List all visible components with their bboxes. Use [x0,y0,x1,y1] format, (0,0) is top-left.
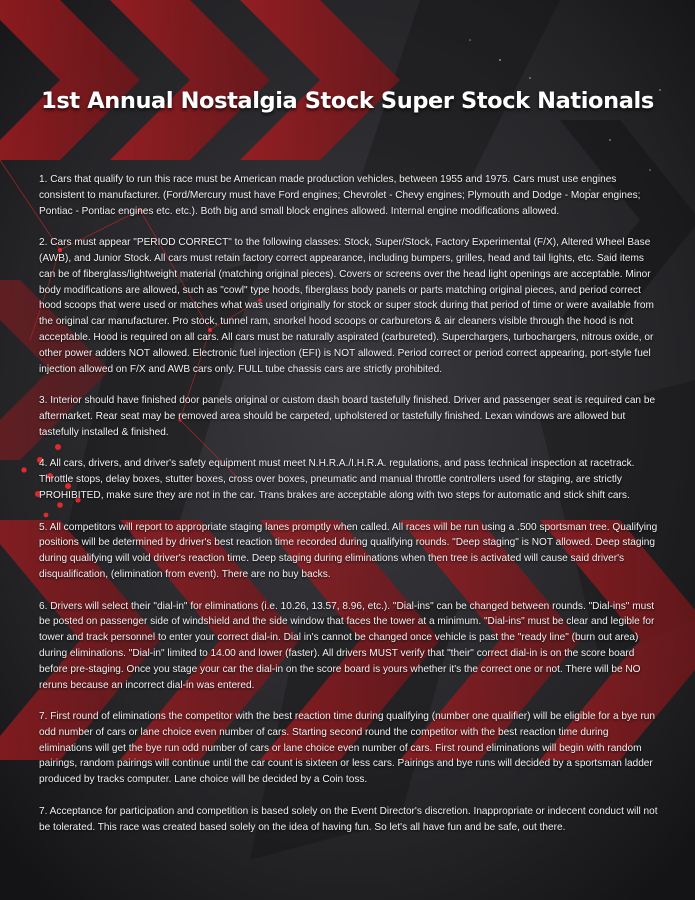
rule-paragraph: 4. All cars, drivers, and driver's safety equipment must meet N.H.R.A./I.H.R.A. regulations, and pass technical inspection at racetrack. Throttle stops, delay boxes, stutter boxes, cross over boxes, pneumatic and manual throttle controllers used for staging, are strictly PROHIBITED, make sure they are not in the car. Trans brakes are acceptable along with two steps for automatic and stick shift cars. [39,458,635,501]
rule-paragraph: 7. First round of eliminations the competitor with the best reaction time during qualifying (number one qualifier) will be eligible for a bye run odd number of cars or lane choice even number of cars. Starting second round the competitor with the best reaction time during eliminations will get the bye run odd number of cars or lane choice even number of cars. First round eliminations will begin with random pairings, random pairings will continue until the car count is sixteen or less cars. Pairings and bye runs will decided by a sportsman ladder produced by tracks computer. Lane choice will be decided by a Coin toss. [39,711,656,786]
rule-paragraph: 5. All competitors will report to appropriate staging lanes promptly when called. All races will be run using a .500 sportsman tree. Qualifying positions will be determined by driver's best reaction time recorded during qualifying rounds. "Deep staging" is NOT allowed. Deep staging during qualifying will void driver's reaction time. Deep staging during eliminations when then tree is activated will cause said driver's disqualification, (elimination from event). There are no buy backs. [39,521,658,580]
rule-paragraph: 2. Cars must appear "PERIOD CORRECT" to the following classes: Stock, Super/Stock, Factory Experimental (F/X), Altered Wheel Base (AWB), and Junior Stock. All cars must retain factory correct appearance, including bumpers, grilles, head and tail lights, etc. Said items can be of fiberglass/lightweight material (matching original pieces). Covers or screens over the head light openings are acceptable. Minor body modifications are allowed, such as "cowl" type hoods, fiberglass body panels or parts matching original pieces, and period correct hood scoops that were used or matches what was used originally for stock or super stock during that period of time or were available from the original car manufacturer. Pro stock, tunnel ram, snorkel hood scoops or carburetors & air cleaners visible through the hood is not acceptable. Hood is required on all cars. All cars must be naturally aspirated (carbureted). Superchargers, turbochargers, nitrous oxide, or other power adders NOT allowed. Electronic fuel injection (EFI) is NOT allowed. Period correct or period correct appearing, port-style fuel injection allowed on F/X and AWB cars only. FULL tube chassis cars are strictly prohibited. [39,237,654,375]
page-title: 1st Annual Nostalgia Stock Super Stock Nationals [41,88,654,114]
rule-paragraph: 6. Drivers will select their "dial-in" for eliminations (i.e. 10.26, 13.57, 8.96, etc.). "Dial-ins" can be changed between rounds. "Dial-ins" must be posted on passenger side of windshield and the side window that faces the tower at a minimum. "Dial-ins" must be clear and legible for tower and track personnel to enter your correct dial-in. Dial in's cannot be changed once vehicle is past the "ready line" (burn out area) during eliminations. "Dial-in" limited to 14.00 and lower (faster). All drivers MUST verify that "their" correct dial-in is on the score board before pre-staging. Once you stage your car the dial-in on the score board is yours whether it's the correct one or not. There will be NO reruns because an incorrect dial-in was entered. [39,600,655,691]
rules-list [39,172,661,851]
rule-paragraph: 1. Cars that qualify to run this race must be American made production vehicles, between 1955 and 1975. Cars must use engines consistent to manufacturer. (Ford/Mercury must have Ford engines; Chevrolet - Chevy engines; Plymouth and Dodge - Mopar engines; Pontiac - Pontiac engines etc. etc.). Both big and small block engines allowed. Internal engine modifications allowed. [39,174,641,217]
rule-paragraph: 3. Interior should have finished door panels original or custom dash board tastefully finished. Driver and passenger seat is required can be aftermarket. Rear seat may be removed area should be carpeted, upholstered or tastefully finished. Lexan windows are allowed but tastefully installed & finished. [39,395,656,438]
rule-paragraph: 7. Acceptance for participation and competition is based solely on the Event Director's discretion. Inappropriate or indecent conduct will not be tolerated. This race was created based solely on the idea of having fun. So let's all have fun and be safe, out there. [39,805,658,833]
